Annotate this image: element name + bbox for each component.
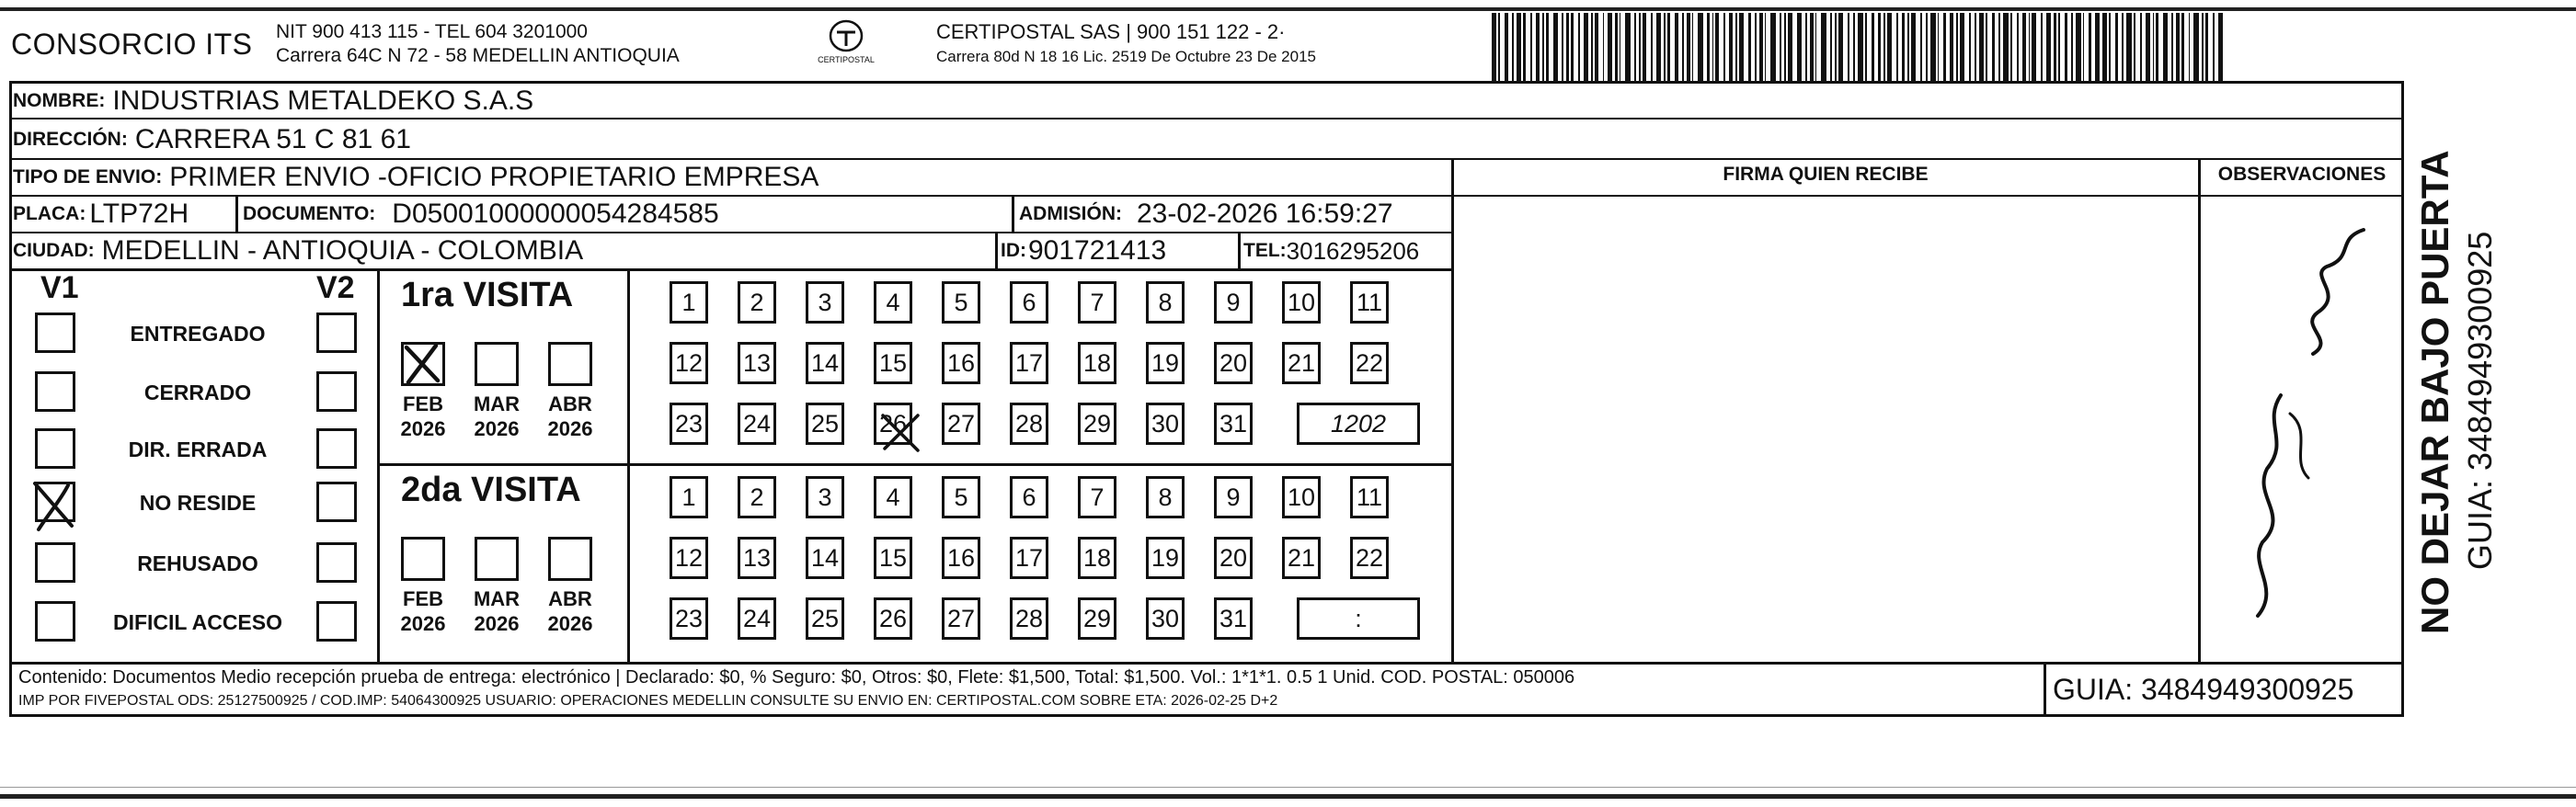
direccion-row (13, 121, 411, 158)
company-info (276, 20, 680, 68)
barcode-bar (1530, 13, 1532, 81)
visit-day-box[interactable]: 24 (738, 597, 776, 640)
firma-header: FIRMA QUIEN RECIBE (1723, 164, 1929, 185)
barcode-bar (2189, 13, 2191, 81)
barcode-bar (1715, 13, 1719, 81)
visit-day-box[interactable]: 22 (1350, 342, 1389, 384)
barcode-bar (1595, 13, 1598, 81)
visit-time-field[interactable]: 1202 (1297, 403, 1420, 445)
direccion-label: DIRECCIÓN: (13, 129, 128, 150)
barcode-bar (1887, 13, 1892, 81)
tipo-envio-row (13, 160, 819, 195)
barcode-bar (2083, 13, 2085, 81)
barcode-bar (1729, 13, 1734, 81)
barcode-bar (1821, 13, 1826, 81)
status-label: CERRADO (143, 381, 252, 404)
barcode-bar (1835, 13, 1837, 81)
observaciones-header: OBSERVACIONES (2217, 164, 2387, 185)
status-label: REHUSADO (137, 551, 258, 575)
visit-day-box[interactable]: 4 (874, 281, 912, 324)
barcode-bar (1562, 13, 1563, 81)
visit-day-box[interactable]: 7 (1078, 476, 1116, 518)
status-checkbox-v2[interactable] (316, 542, 357, 583)
barcode-bar (1780, 13, 1781, 81)
barcode-bar (2022, 13, 2026, 81)
barcode-bar (1735, 13, 1737, 81)
visit-month-label (462, 586, 532, 636)
visit-day-box[interactable]: 4 (874, 476, 912, 518)
visit-day-box[interactable]: 23 (670, 403, 708, 445)
visit-day-box[interactable]: 18 (1078, 537, 1116, 579)
barcode-bar (2126, 13, 2131, 81)
visit-day-box[interactable]: 27 (942, 597, 980, 640)
barcode-bar (1765, 13, 1767, 81)
footer-line-1: Contenido: Documentos Medio recepción prueba de entrega: electrónico | Declarado: $0, % Seguro: $0, Otros: $0, Flete: $1,500, Total: $1,500. Vol.: 1*1*1. 0.5 1 Unid. COD. POSTAL: 050006 (18, 667, 1575, 688)
barcode-bar (1975, 13, 1977, 81)
guia-footer: GUIA: 3484949300925 (2053, 673, 2354, 706)
id-row (1001, 233, 1166, 268)
visit-day-box[interactable]: 14 (806, 537, 844, 579)
barcode-bar (2058, 13, 2060, 81)
id-value: 901721413 (1028, 235, 1167, 266)
visit-day-box[interactable]: 10 (1282, 476, 1321, 518)
barcode-bar (1896, 13, 1898, 81)
nombre-row (13, 85, 533, 118)
barcode-bar (1651, 13, 1653, 81)
barcode-bar (2054, 13, 2056, 81)
barcode-bar (1536, 13, 1540, 81)
status-checkbox-v2[interactable] (316, 371, 357, 412)
visit-day-box[interactable]: 12 (670, 342, 708, 384)
barcode-bar (1523, 13, 1526, 81)
status-checkbox-v1[interactable] (35, 542, 75, 583)
barcode-bar (2171, 13, 2173, 81)
visit-month-name: MAR (473, 392, 521, 415)
barcode-bar (2156, 13, 2158, 81)
status-checkbox-v2[interactable] (316, 601, 357, 642)
visit-day-box[interactable]: 15 (874, 537, 912, 579)
barcode-bar (1542, 13, 1544, 81)
barcode-bar (1656, 13, 1661, 81)
visit-month-checkbox[interactable] (548, 342, 592, 386)
status-checkbox-v2[interactable] (316, 428, 357, 469)
visit-day-box[interactable]: 12 (670, 537, 708, 579)
certipostal-logo-text: CERTIPOSTAL (818, 55, 875, 64)
company-nit: NIT 900 413 115 - TEL 604 3201000 (276, 21, 588, 42)
barcode-bar (1950, 13, 1953, 81)
barcode-bar (1643, 13, 1646, 81)
barcode-bar (2176, 13, 2180, 81)
scan-border-bottom (0, 794, 2576, 799)
barcode-bar (2032, 13, 2036, 81)
barcode-bar (1591, 13, 1593, 81)
barcode-bar (2140, 13, 2142, 81)
barcode-bar (2095, 13, 2100, 81)
visit-month-year: 2026 (547, 417, 593, 440)
visit-day-box[interactable]: 16 (942, 537, 980, 579)
status-checkbox-v1[interactable] (35, 428, 75, 469)
footer-details (18, 665, 2023, 713)
ciudad-value: MEDELLIN - ANTIOQUIA - COLOMBIA (101, 235, 584, 266)
visit-day-box[interactable]: 6 (1010, 281, 1048, 324)
barcode (1492, 13, 2226, 81)
barcode-bar (1739, 13, 1744, 81)
barcode-bar (1634, 13, 1636, 81)
barcode-bar (1578, 13, 1580, 81)
barcode-bar (1969, 13, 1971, 81)
tipo-envio-label: TIPO DE ENVIO: (13, 166, 163, 188)
status-label: DIR. ERRADA (128, 438, 268, 461)
barcode-bar (1603, 13, 1605, 81)
v1-header: V1 (40, 270, 79, 305)
barcode-bar (2046, 13, 2051, 81)
barcode-bar (1759, 13, 1763, 81)
footer-line-2: IMP POR FIVEPOSTAL ODS: 25127500925 / COD.IMP: 54064300925 USUARIO: OPERACIONES MEDELLIN CONSULTE SU ENVIO EN: CERTIPOSTAL.COM SOBRE ETA: 2026-02-25 D+2 (18, 693, 1278, 709)
visit-day-box[interactable]: 8 (1146, 281, 1185, 324)
visit-day-box[interactable]: 5 (942, 476, 980, 518)
barcode-bar (1902, 13, 1906, 81)
visit-day-box[interactable]: 26 (874, 597, 912, 640)
visit-day-box[interactable]: 7 (1078, 281, 1116, 324)
barcode-bar (1712, 13, 1714, 81)
barcode-bar (1784, 13, 1787, 81)
barcode-bar (1687, 13, 1690, 81)
visit-day-box[interactable]: 31 (1214, 597, 1253, 640)
visit-day-box[interactable]: 19 (1146, 537, 1185, 579)
visit-day-box[interactable]: 8 (1146, 476, 1185, 518)
barcode-bar (2181, 13, 2184, 81)
barcode-bar (1620, 13, 1621, 81)
status-checkbox-v1[interactable] (35, 371, 75, 412)
status-checkbox-v1[interactable] (35, 482, 75, 522)
barcode-bar (1546, 13, 1549, 81)
barcode-bar (2213, 13, 2215, 81)
visit-day-box[interactable]: 1 (670, 476, 708, 518)
visit-day-box[interactable]: 30 (1146, 597, 1185, 640)
visit-day-box[interactable]: 19 (1146, 342, 1185, 384)
barcode-bar (1956, 13, 1958, 81)
tel-label: TEL: (1243, 240, 1287, 261)
courier-license: Carrera 80d N 18 16 Lic. 2519 De Octubre 23 De 2015 (936, 48, 1316, 65)
visit-day-box[interactable]: 29 (1078, 597, 1116, 640)
visit-day-box[interactable]: 9 (1214, 281, 1253, 324)
visit-day-box[interactable]: 26 (874, 403, 912, 445)
barcode-bar (2134, 13, 2136, 81)
visit-2-title: 2da VISITA (401, 471, 581, 509)
side-warning: NO DEJAR BAJO PUERTA (2413, 150, 2456, 634)
barcode-bar (1505, 13, 1508, 81)
barcode-bar (2193, 13, 2198, 81)
visit-month-checkbox[interactable] (401, 342, 445, 386)
barcode-bar (1883, 13, 1885, 81)
barcode-bar (1692, 13, 1694, 81)
visit-month-name: ABR (548, 587, 592, 610)
barcode-bar (2003, 13, 2008, 81)
visit-month-year: 2026 (474, 417, 520, 440)
barcode-bar (1992, 13, 1996, 81)
barcode-bar (1858, 13, 1862, 81)
barcode-bar (2146, 13, 2150, 81)
barcode-bar (1986, 13, 1987, 81)
status-label: ENTREGADO (130, 322, 266, 346)
barcode-bar (1865, 13, 1867, 81)
barcode-bar (1566, 13, 1570, 81)
status-checkbox-v2[interactable] (316, 313, 357, 353)
status-checkbox-v2[interactable] (316, 482, 357, 522)
tel-value: 3016295206 (1286, 236, 1420, 265)
handwritten-observaciones (2226, 202, 2391, 634)
visit-day-box[interactable]: 3 (806, 281, 844, 324)
company-address: Carrera 64C N 72 - 58 MEDELLIN ANTIOQUIA (276, 45, 680, 66)
v2-header: V2 (316, 270, 355, 305)
barcode-bar (2089, 13, 2091, 81)
tel-row (1243, 233, 1419, 268)
barcode-bar (1553, 13, 1558, 81)
barcode-bar (1748, 13, 1751, 81)
visit-month-checkbox[interactable] (401, 537, 445, 581)
barcode-bar (1878, 13, 1881, 81)
company-name: CONSORCIO ITS (11, 28, 253, 61)
visit-month-checkbox[interactable] (548, 537, 592, 581)
barcode-bar (1675, 13, 1679, 81)
barcode-bar (1755, 13, 1757, 81)
barcode-bar (1571, 13, 1574, 81)
barcode-bar (1770, 13, 1775, 81)
visit-day-box[interactable]: 22 (1350, 537, 1389, 579)
barcode-bar (1907, 13, 1909, 81)
barcode-bar (1797, 13, 1802, 81)
barcode-bar (2109, 13, 2111, 81)
barcode-bar (1512, 13, 1514, 81)
visit-day-box[interactable]: 6 (1010, 476, 1048, 518)
barcode-bar (1625, 13, 1630, 81)
visit-day-box[interactable]: 1 (670, 281, 708, 324)
barcode-bar (2102, 13, 2107, 81)
visit-month-year: 2026 (474, 612, 520, 635)
visit-day-box[interactable]: 11 (1350, 281, 1389, 324)
barcode-bar (2076, 13, 2080, 81)
tipo-envio-value: PRIMER ENVIO -OFICIO PROPIETARIO EMPRESA (169, 162, 819, 192)
barcode-bar (1723, 13, 1725, 81)
visit-day-box[interactable]: 5 (942, 281, 980, 324)
visit-day-box[interactable]: 27 (942, 403, 980, 445)
barcode-bar (1584, 13, 1588, 81)
barcode-bar (1698, 13, 1702, 81)
admision-value: 23-02-2026 16:59:27 (1137, 199, 1393, 229)
visit-day-box[interactable]: 3 (806, 476, 844, 518)
visit-day-box[interactable]: 17 (1010, 537, 1048, 579)
visit-day-box[interactable]: 29 (1078, 403, 1116, 445)
direccion-value: CARRERA 51 C 81 61 (134, 124, 411, 154)
visit-month-year: 2026 (400, 612, 446, 635)
barcode-bar (2205, 13, 2209, 81)
barcode-bar (1930, 13, 1935, 81)
barcode-bar (1911, 13, 1916, 81)
placa-value: LTP72H (89, 199, 189, 229)
barcode-bar (1943, 13, 1946, 81)
barcode-bar (2153, 13, 2155, 81)
barcode-bar (2218, 13, 2223, 81)
visit-month-label (535, 586, 605, 636)
side-guia: GUIA: 3484949300925 (2461, 231, 2499, 570)
barcode-bar (1926, 13, 1928, 81)
visit-1-title: 1ra VISITA (401, 276, 574, 314)
documento-value: D05001000000054284585 (392, 199, 719, 229)
visit-day-box[interactable]: 10 (1282, 281, 1321, 324)
visit-day-box[interactable]: 18 (1078, 342, 1116, 384)
barcode-bar (2071, 13, 2073, 81)
visit-month-name: FEB (403, 392, 443, 415)
barcode-bar (2010, 13, 2013, 81)
status-checkbox-v1[interactable] (35, 601, 75, 642)
barcode-bar (1815, 13, 1817, 81)
status-label: DIFICIL ACCESO (112, 610, 282, 634)
nombre-label: NOMBRE: (13, 90, 106, 111)
barcode-bar (1830, 13, 1833, 81)
certipostal-logo (809, 18, 883, 64)
barcode-bar (1492, 13, 1496, 81)
placa-row (13, 197, 189, 232)
visit-day-box[interactable]: 23 (670, 597, 708, 640)
barcode-bar (1810, 13, 1814, 81)
visit-day-box[interactable]: 31 (1214, 403, 1253, 445)
barcode-bar (1872, 13, 1875, 81)
visit-day-box[interactable]: 11 (1350, 476, 1389, 518)
courier-info (936, 20, 1316, 66)
barcode-bar (1608, 13, 1612, 81)
barcode-bar (1853, 13, 1856, 81)
barcode-bar (1938, 13, 1940, 81)
visit-month-year: 2026 (547, 612, 593, 635)
ciudad-label: CIUDAD: (13, 240, 95, 261)
visit-day-box[interactable]: 21 (1282, 342, 1321, 384)
visit-month-checkbox[interactable] (475, 342, 519, 386)
barcode-bar (1979, 13, 1984, 81)
visit-day-box[interactable]: 30 (1146, 403, 1185, 445)
documento-label: DOCUMENTO: (243, 203, 376, 224)
visit-month-name: FEB (403, 587, 443, 610)
id-label: ID: (1001, 240, 1026, 261)
barcode-bar (1667, 13, 1670, 81)
visit-time-field[interactable]: : (1297, 597, 1420, 640)
visit-month-year: 2026 (400, 417, 446, 440)
barcode-bar (1838, 13, 1843, 81)
barcode-bar (1682, 13, 1684, 81)
visit-day-box[interactable]: 25 (806, 403, 844, 445)
scan-border-bottom-thin (0, 787, 2576, 788)
barcode-bar (1615, 13, 1618, 81)
visit-day-box[interactable]: 16 (942, 342, 980, 384)
status-label: NO RESIDE (139, 491, 257, 515)
certipostal-logo-icon (826, 18, 866, 53)
admision-row (1019, 197, 1393, 232)
barcode-bar (1920, 13, 1923, 81)
visit-day-box[interactable]: 13 (738, 342, 776, 384)
visit-month-label (388, 392, 458, 441)
status-checkbox-v1[interactable] (35, 313, 75, 353)
nombre-value: INDUSTRIAS METALDEKO S.A.S (112, 85, 534, 116)
barcode-bar (1664, 13, 1666, 81)
placa-label: PLACA: (13, 203, 86, 224)
barcode-bar (1707, 13, 1710, 81)
visit-day-box[interactable]: 25 (806, 597, 844, 640)
barcode-bar (2202, 13, 2204, 81)
barcode-bar (1639, 13, 1642, 81)
visit-day-box[interactable]: 2 (738, 476, 776, 518)
barcode-bar (1848, 13, 1849, 81)
visit-day-box[interactable]: 2 (738, 281, 776, 324)
visit-day-box[interactable]: 20 (1214, 342, 1253, 384)
visit-day-box[interactable]: 28 (1010, 597, 1048, 640)
visit-month-label (388, 586, 458, 636)
documento-row (243, 197, 719, 232)
barcode-bar (1960, 13, 1964, 81)
visit-day-box[interactable]: 14 (806, 342, 844, 384)
barcode-bar (2115, 13, 2119, 81)
barcode-bar (2065, 13, 2068, 81)
visit-month-checkbox[interactable] (475, 537, 519, 581)
visit-month-label (535, 392, 605, 441)
barcode-bar (1498, 13, 1500, 81)
barcode-bar (2029, 13, 2031, 81)
visit-day-box[interactable]: 9 (1214, 476, 1253, 518)
admision-label: ADMISIÓN: (1019, 203, 1122, 224)
courier-name: CERTIPOSTAL SAS | 900 151 122 - 2· (936, 20, 1286, 43)
visit-day-box[interactable]: 28 (1010, 403, 1048, 445)
visit-month-label (462, 392, 532, 441)
visit-day-box[interactable]: 13 (738, 537, 776, 579)
visit-day-box[interactable]: 21 (1282, 537, 1321, 579)
barcode-bar (1998, 13, 2000, 81)
barcode-bar (2017, 13, 2019, 81)
scan-border-top (0, 7, 2576, 11)
visit-day-box[interactable]: 20 (1214, 537, 1253, 579)
visit-month-name: ABR (548, 392, 592, 415)
barcode-bar (1517, 13, 1521, 81)
barcode-bar (2122, 13, 2124, 81)
barcode-bar (2041, 13, 2043, 81)
barcode-bar (1788, 13, 1792, 81)
visit-day-box[interactable]: 17 (1010, 342, 1048, 384)
ciudad-row (13, 233, 583, 268)
visit-day-box[interactable]: 15 (874, 342, 912, 384)
visit-day-box[interactable]: 24 (738, 403, 776, 445)
visit-month-name: MAR (473, 587, 521, 610)
barcode-bar (2163, 13, 2168, 81)
barcode-bar (1805, 13, 1807, 81)
